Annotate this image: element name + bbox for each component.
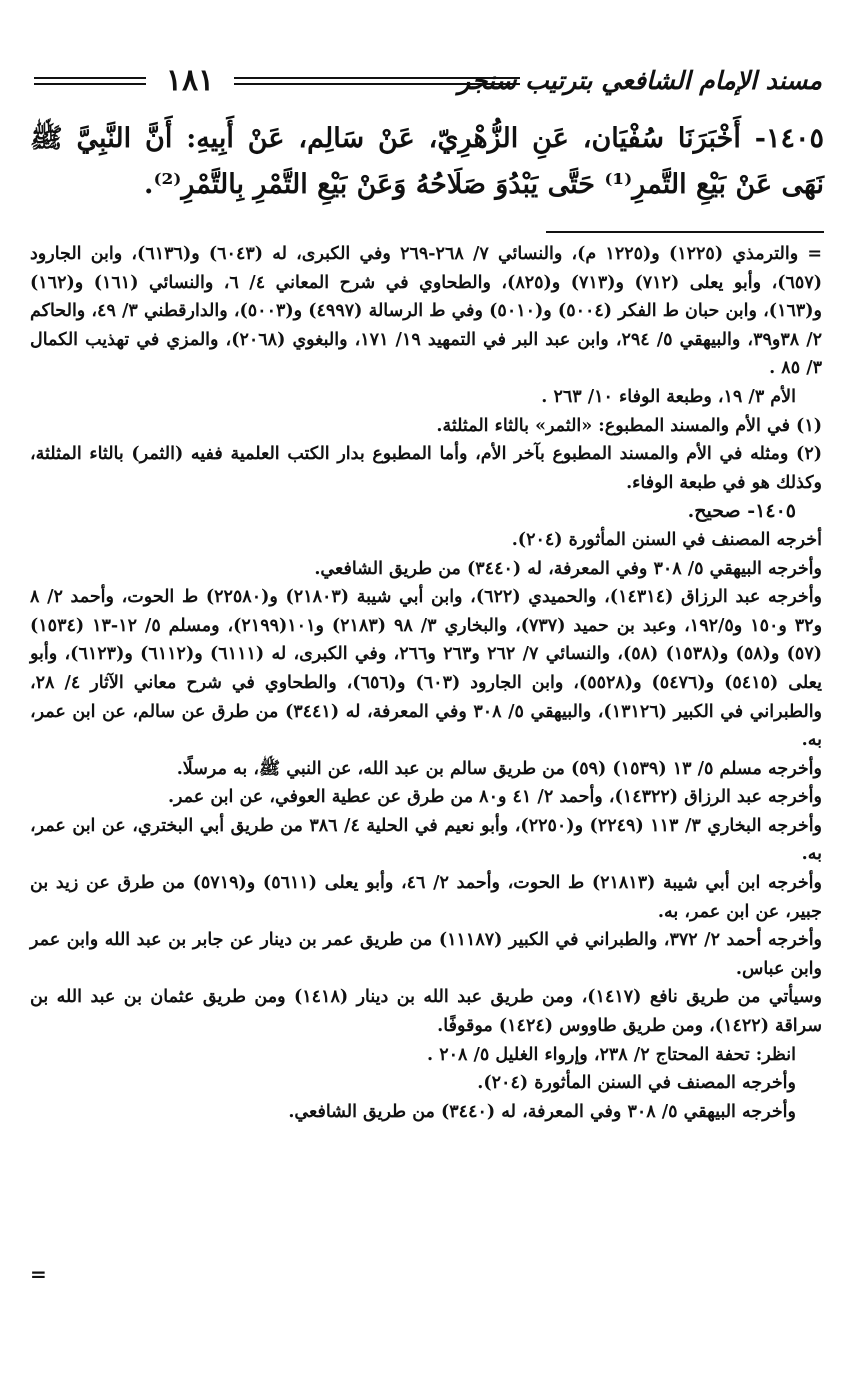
footnote-source: الأم ٣/ ١٩، وطبعة الوفاء ١٠/ ٢٦٣ . — [541, 386, 796, 407]
takhrij-paragraph: وأخرجه مسلم ٥/ ١٣ (١٥٣٩) (٥٩) من طريق سالم بن عبد الله، عن النبي ﷺ، به مرسلًا. — [176, 758, 822, 779]
footnote-1: (١) في الأم والمسند المطبوع: «الثمر» بالثاء المثلثة. — [436, 415, 822, 436]
takhrij-paragraph: وسيأتي من طريق نافع (١٤١٧)، ومن طريق عبد الله بن دينار (١٤١٨) ومن طريق عثمان بن عبد الله بن سراقة (١٤٢٢)، ومن طريق طاووس (١٤٢٤) موقوفًا. — [30, 987, 823, 1037]
takhrij-title: ١٤٠٥- صحيح. — [687, 500, 796, 523]
page-header — [34, 58, 822, 104]
takhrij-paragraph: وأخرجه البيهقي ٥/ ٣٠٨ وفي المعرفة، له (٣٤٤٠) من طريق الشافعي. — [314, 558, 822, 579]
hadith-text: ١٤٠٥- أَخْبَرَنَا سُفْيَان، عَنِ الزُّهْرِيّ، عَنْ سَالِم، عَنْ أَبِيهِ: أَنَّ النَّبِيَّ ﷺ نَهَى عَنْ بَيْعِ التَّمرِ⁽¹⁾ حَتَّى يَبْدُوَ صَلَاحُهُ وَعَنْ بَيْعِ التَّمْرِ بِالتَّمْرِ⁽²⁾. — [30, 123, 824, 200]
takhrij-paragraph: أخرجه المصنف في السنن المأثورة (٢٠٤). — [511, 529, 822, 550]
continuation-mark: = — [30, 1262, 47, 1286]
page-number: ١٨١ — [165, 63, 215, 98]
footnote-continuation: = والترمذي (١٢٢٥) و(١٢٢٥ م)، والنسائي ٧/ ٢٦٨-٢٦٩ وفي الكبرى، له (٦٠٤٣) و(٦١٣٦)، وابن الجارود (٦٥٧)، وأبو يعلى (٧١٢) و(٧١٣) و(٨٢٥)، والطحاوي في شرح المعاني ٤/ ٦، والنسائي (١٦١) و(١٦٢) و(١٦٣)، وابن حبان ط الفكر (٥٠٠٤) و(٥٠١٠) وفي ط الرسالة (٤٩٩٧) و(٥٠٠٣)، والدارقطني ٣/ ٤٩، والحاكم ٢/ ٣٨و٣٩، والبيهقي ٥/ ٢٩٤، وابن عبد البر في التمهيد ١٩/ ١٧١، والبغوي (٢٠٦٨)، والمزي في تهذيب الكمال ٣/ ٨٥ . — [30, 244, 823, 379]
footnotes — [30, 240, 822, 1126]
header-rule — [34, 77, 146, 79]
takhrij-paragraph: وأخرجه عبد الرزاق (١٤٣٢٢)، وأحمد ٢/ ٤١ و٨٠ من طرق عن عطية العوفي، عن ابن عمر. — [167, 787, 822, 808]
footnote-2: (٢) ومثله في الأم والمسند المطبوع بآخر الأم، وأما المطبوع بدار الكتب العلمية ففيه (الثمر) بالثاء المثلثة، وكذلك هو في طبعة الوفاء. — [30, 444, 822, 493]
takhrij-paragraph: وأخرجه البيهقي ٥/ ٣٠٨ وفي المعرفة، له (٣٤٤٠) من طريق الشافعي. — [288, 1101, 796, 1122]
footnote-separator — [546, 231, 824, 233]
takhrij-paragraph: وأخرجه ابن أبي شيبة (٢١٨١٣) ط الحوت، وأحمد ٢/ ٤٦، وأبو يعلى (٥٦١١) و(٥٧١٩) من طرق عن زيد بن جبير، عن ابن عمر، به. — [30, 873, 822, 922]
takhrij-paragraph: وأخرجه عبد الرزاق (١٤٣١٤)، والحميدي (٦٢٢)، وابن أبي شيبة (٢١٨٠٣) و(٢٢٥٨٠) ط الحوت، وأحمد ٢/ ٨ و٣٢ و١٥٠ و١٩٢/٥، وعبد بن حميد (٧٣٧)، والبخاري ٣/ ٩٨ (٢١٨٣) و١٠١(٢١٩٩)، ومسلم ٥/ ١٢-١٣ (١٥٣٤) (٥٧) و(٥٨) و(١٥٣٨) (٥٨)، والنسائي ٧/ ٢٦٢ و٢٦٣ و٢٦٦، وفي الكبرى، له (٦١١١) و(٦١١٢) و(٦١٢٣)، وأبو يعلى (٥٤١٥) و(٥٤٧٦) و(٥٥٢٨)، وابن الجارود (٦٠٣) و(٦٥٦)، والطحاوي في شرح معاني الآثار ٤/ ٢٨، والطبراني في الكبير (١٣١٢٦)، والبيهقي ٥/ ٣٠٨ وفي المعرفة، له (٣٤٤١) من طرق عن سالم، عن ابن عمر، به. — [30, 587, 823, 751]
header-rule — [34, 83, 146, 85]
takhrij-paragraph: وأخرجه البخاري ٣/ ١١٣ (٢٢٤٩) و(٢٢٥٠)، وأبو نعيم في الحلية ٤/ ٣٨٦ من طريق أبي البختري، عن ابن عمر، به. — [30, 815, 823, 865]
takhrij-paragraph: انظر: تحفة المحتاج ٢/ ٢٣٨، وإرواء الغليل ٥/ ٢٠٨ . — [427, 1044, 796, 1065]
takhrij-paragraph: وأخرجه أحمد ٢/ ٣٧٢، والطبراني في الكبير (١١١٨٧) من طريق عمر بن دينار عن جابر بن عبد الله وابن عمر وابن عباس. — [30, 930, 823, 979]
takhrij-paragraph: وأخرجه المصنف في السنن المأثورة (٢٠٤). — [477, 1073, 796, 1094]
running-title: مسند الإمام الشافعي بترتيب سنجر — [458, 66, 822, 95]
